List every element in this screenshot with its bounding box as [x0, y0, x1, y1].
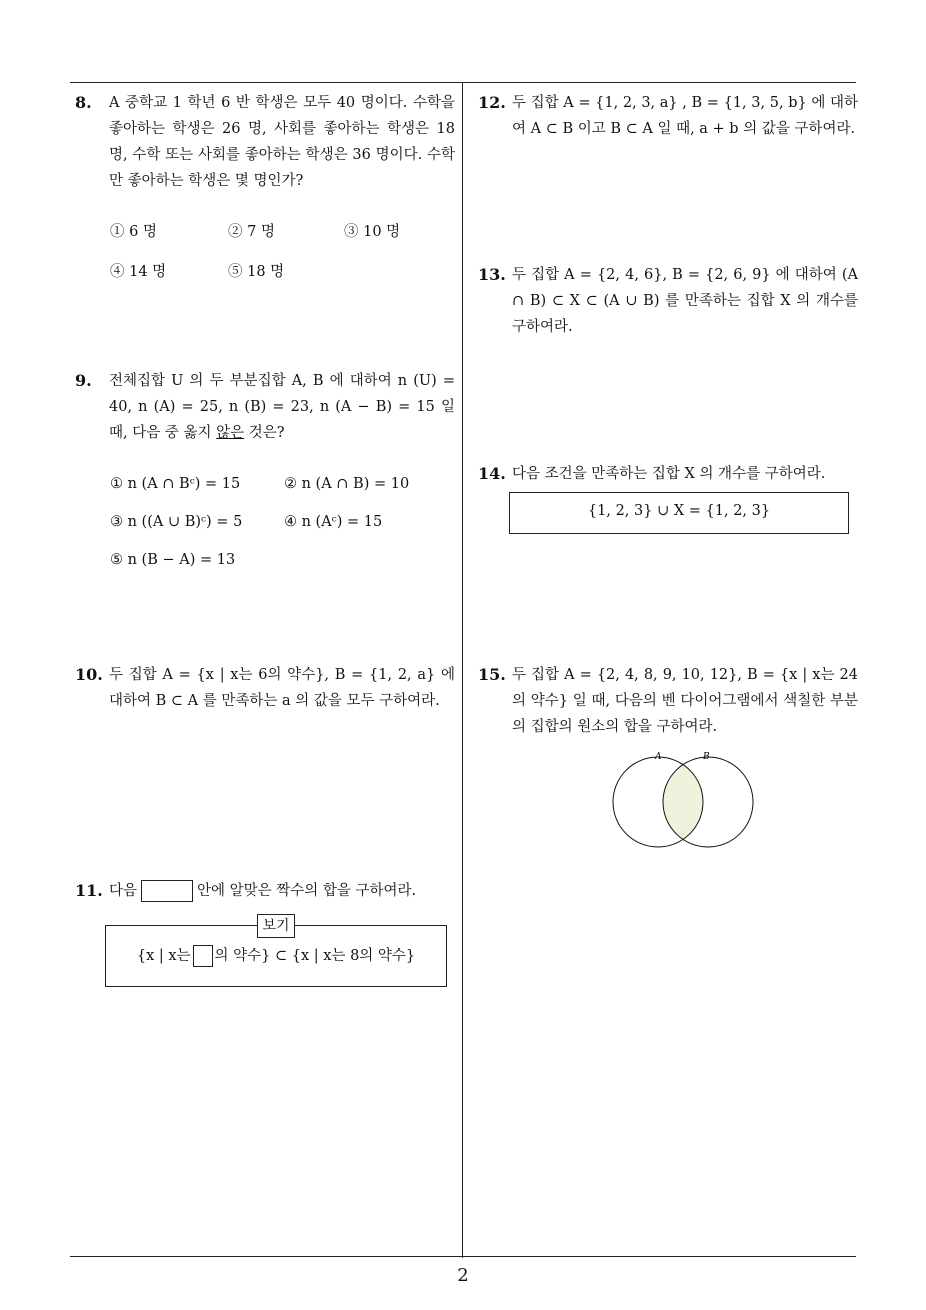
option-1[interactable]: ① 6 명: [110, 224, 157, 240]
option-2[interactable]: ② n (A ∩ B) = 10: [284, 476, 410, 492]
underlined-word: 않은: [216, 425, 245, 441]
venn-diagram: [600, 745, 770, 855]
box-text-a: {x | x는: [136, 948, 191, 964]
top-rule: [70, 82, 856, 83]
question-number: 14.: [478, 464, 506, 483]
question-text-b: 것은?: [244, 425, 285, 441]
example-box-content: [106, 944, 446, 967]
option-4[interactable]: ④ n (Aᶜ) = 15: [284, 514, 383, 530]
column-divider: [462, 82, 463, 1258]
bottom-rule: [70, 1256, 856, 1257]
venn-label-a: A: [655, 752, 662, 762]
question-9: [75, 368, 455, 446]
question-10: [75, 662, 455, 714]
question-number: 8.: [75, 93, 92, 112]
question-text: 두 집합 A = {x | x는 6의 약수}, B = {1, 2, a} 에 대하여 B ⊂ A 를 만족하는 a 의 값을 모두 구하여라.: [109, 667, 455, 709]
question-text-a: 다음: [109, 883, 138, 899]
option-5[interactable]: ⑤ n (B − A) = 13: [110, 552, 236, 568]
option-2[interactable]: ② 7 명: [228, 224, 275, 240]
question-13: [478, 262, 858, 340]
question-8: [75, 90, 455, 194]
question-text-b: 안에 알맞은 짝수의 합을 구하여라.: [197, 883, 417, 899]
page-number: 2: [457, 1265, 469, 1286]
question-number: 10.: [75, 665, 103, 684]
option-3[interactable]: ③ n ((A ∪ B)ᶜ) = 5: [110, 514, 243, 530]
question-text: A 중학교 1 학년 6 반 학생은 모두 40 명이다. 수학을 좋아하는 학생은 26 명, 사회를 좋아하는 학생은 18 명, 수학 또는 사회를 좋아하는 학생은 36 명이다. 수학만 좋아하는 학생은 몇 명인가?: [109, 95, 455, 189]
option-1[interactable]: ① n (A ∩ Bᶜ) = 15: [110, 476, 241, 492]
question-text: 다음 조건을 만족하는 집합 X 의 개수를 구하여라.: [512, 466, 826, 482]
question-number: 15.: [478, 665, 506, 684]
example-tag: 보기: [257, 914, 295, 938]
question-number: 13.: [478, 265, 506, 284]
question-number: 11.: [75, 881, 103, 900]
question-text: 두 집합 A = {2, 4, 8, 9, 10, 12}, B = {x | x는 24 의 약수} 일 때, 다음의 벤 다이어그램에서 색칠한 부분의 집합의 원소의 합을 구하여라.: [512, 667, 858, 735]
question-14: [478, 461, 858, 487]
question-12: [478, 90, 858, 142]
box-text-b: 의 약수} ⊂ {x | x는 8의 약수}: [214, 948, 416, 964]
question-11: [75, 878, 455, 904]
condition-box: [509, 492, 849, 534]
option-5[interactable]: ⑤ 18 명: [228, 264, 285, 280]
question-text: 두 집합 A = {2, 4, 6}, B = {2, 6, 9} 에 대하여 (A ∩ B) ⊂ X ⊂ (A ∪ B) 를 만족하는 집합 X 의 개수를 구하여라.: [512, 267, 858, 335]
answer-blank[interactable]: [141, 880, 193, 902]
option-3[interactable]: ③ 10 명: [344, 224, 401, 240]
question-number: 12.: [478, 93, 506, 112]
question-15: [478, 662, 858, 740]
question-text: 두 집합 A = {1, 2, 3, a} , B = {1, 3, 5, b} 에 대하여 A ⊂ B 이고 B ⊂ A 일 때, a + b 의 값을 구하여라.: [512, 95, 858, 137]
question-text: [109, 368, 455, 446]
question-text: [109, 878, 455, 904]
question-text-a: 전체집합 U 의 두 부분집합 A, B 에 대하여 n (U) = 40, n (A) = 25, n (B) = 23, n (A − B) = 15 일 때, 다음 중 옳지: [109, 373, 455, 441]
condition-text: {1, 2, 3} ∪ X = {1, 2, 3}: [587, 503, 771, 519]
question-number: 9.: [75, 371, 92, 390]
small-blank[interactable]: [193, 945, 213, 967]
option-4[interactable]: ④ 14 명: [110, 264, 167, 280]
venn-label-b: B: [703, 752, 710, 762]
